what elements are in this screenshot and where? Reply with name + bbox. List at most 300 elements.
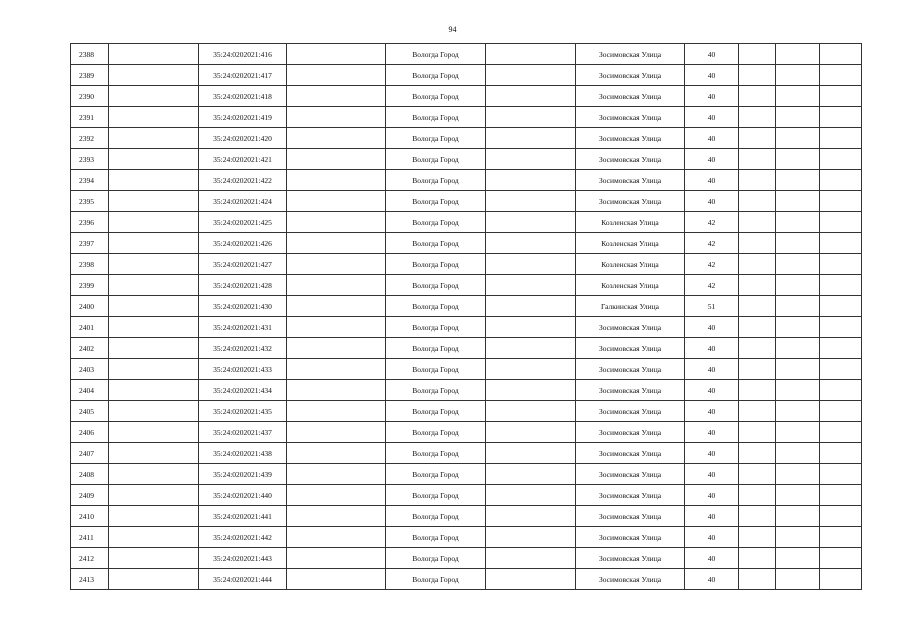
empty-cell xyxy=(287,317,386,338)
empty-cell xyxy=(486,506,576,527)
empty-cell xyxy=(820,506,862,527)
empty-cell xyxy=(739,485,776,506)
empty-cell xyxy=(739,128,776,149)
empty-cell xyxy=(109,338,199,359)
empty-cell xyxy=(109,464,199,485)
street-cell: Зосимовская Улица xyxy=(576,86,685,107)
registry-table xyxy=(70,43,862,590)
row-number-cell: 2405 xyxy=(71,401,109,422)
cadastral-number-cell: 35:24:0202021:432 xyxy=(199,338,287,359)
empty-cell xyxy=(739,149,776,170)
cadastral-number-cell: 35:24:0202021:433 xyxy=(199,359,287,380)
empty-cell xyxy=(820,317,862,338)
table-row xyxy=(71,359,862,380)
empty-cell xyxy=(287,86,386,107)
empty-cell xyxy=(739,317,776,338)
empty-cell xyxy=(739,548,776,569)
row-number-cell: 2408 xyxy=(71,464,109,485)
house-number-cell: 40 xyxy=(685,464,739,485)
empty-cell xyxy=(486,548,576,569)
street-cell: Зосимовская Улица xyxy=(576,191,685,212)
table-row xyxy=(71,485,862,506)
page-number: 94 xyxy=(448,25,457,34)
empty-cell xyxy=(486,212,576,233)
empty-cell xyxy=(776,170,820,191)
empty-cell xyxy=(109,401,199,422)
empty-cell xyxy=(287,191,386,212)
empty-cell xyxy=(820,86,862,107)
empty-cell xyxy=(287,275,386,296)
empty-cell xyxy=(739,254,776,275)
empty-cell xyxy=(820,149,862,170)
empty-cell xyxy=(486,359,576,380)
empty-cell xyxy=(287,338,386,359)
street-cell: Зосимовская Улица xyxy=(576,44,685,65)
empty-cell xyxy=(486,380,576,401)
cadastral-number-cell: 35:24:0202021:441 xyxy=(199,506,287,527)
row-number-cell: 2389 xyxy=(71,65,109,86)
row-number-cell: 2394 xyxy=(71,170,109,191)
empty-cell xyxy=(287,128,386,149)
empty-cell xyxy=(287,527,386,548)
house-number-cell: 40 xyxy=(685,170,739,191)
house-number-cell: 40 xyxy=(685,569,739,590)
empty-cell xyxy=(739,464,776,485)
street-cell: Зосимовская Улица xyxy=(576,380,685,401)
empty-cell xyxy=(486,233,576,254)
table-row xyxy=(71,254,862,275)
empty-cell xyxy=(287,380,386,401)
row-number-cell: 2393 xyxy=(71,149,109,170)
empty-cell xyxy=(109,254,199,275)
street-cell: Зосимовская Улица xyxy=(576,464,685,485)
empty-cell xyxy=(820,338,862,359)
empty-cell xyxy=(739,338,776,359)
street-cell: Козленская Улица xyxy=(576,254,685,275)
empty-cell xyxy=(287,422,386,443)
street-cell: Зосимовская Улица xyxy=(576,65,685,86)
house-number-cell: 40 xyxy=(685,128,739,149)
empty-cell xyxy=(739,65,776,86)
street-cell: Зосимовская Улица xyxy=(576,107,685,128)
row-number-cell: 2407 xyxy=(71,443,109,464)
table-row xyxy=(71,44,862,65)
street-cell: Зосимовская Улица xyxy=(576,443,685,464)
empty-cell xyxy=(776,506,820,527)
house-number-cell: 40 xyxy=(685,107,739,128)
empty-cell xyxy=(776,443,820,464)
empty-cell xyxy=(287,107,386,128)
empty-cell xyxy=(486,443,576,464)
city-cell: Вологда Город xyxy=(386,233,486,254)
city-cell: Вологда Город xyxy=(386,296,486,317)
empty-cell xyxy=(287,296,386,317)
row-number-cell: 2404 xyxy=(71,380,109,401)
city-cell: Вологда Город xyxy=(386,443,486,464)
empty-cell xyxy=(109,422,199,443)
house-number-cell: 42 xyxy=(685,275,739,296)
empty-cell xyxy=(820,527,862,548)
empty-cell xyxy=(820,569,862,590)
empty-cell xyxy=(486,44,576,65)
table-row xyxy=(71,317,862,338)
house-number-cell: 40 xyxy=(685,191,739,212)
house-number-cell: 40 xyxy=(685,506,739,527)
street-cell: Зосимовская Улица xyxy=(576,527,685,548)
city-cell: Вологда Город xyxy=(386,128,486,149)
street-cell: Козленская Улица xyxy=(576,212,685,233)
house-number-cell: 40 xyxy=(685,149,739,170)
empty-cell xyxy=(109,86,199,107)
cadastral-number-cell: 35:24:0202021:425 xyxy=(199,212,287,233)
empty-cell xyxy=(820,443,862,464)
house-number-cell: 51 xyxy=(685,296,739,317)
empty-cell xyxy=(486,464,576,485)
row-number-cell: 2403 xyxy=(71,359,109,380)
empty-cell xyxy=(486,569,576,590)
empty-cell xyxy=(739,506,776,527)
empty-cell xyxy=(287,212,386,233)
empty-cell xyxy=(820,359,862,380)
empty-cell xyxy=(776,233,820,254)
city-cell: Вологда Город xyxy=(386,86,486,107)
empty-cell xyxy=(486,296,576,317)
empty-cell xyxy=(287,44,386,65)
row-number-cell: 2409 xyxy=(71,485,109,506)
empty-cell xyxy=(776,569,820,590)
empty-cell xyxy=(109,380,199,401)
table-row xyxy=(71,464,862,485)
city-cell: Вологда Город xyxy=(386,191,486,212)
empty-cell xyxy=(820,170,862,191)
empty-cell xyxy=(287,506,386,527)
empty-cell xyxy=(109,149,199,170)
empty-cell xyxy=(109,527,199,548)
table-row xyxy=(71,569,862,590)
empty-cell xyxy=(109,569,199,590)
empty-cell xyxy=(287,233,386,254)
cadastral-number-cell: 35:24:0202021:428 xyxy=(199,275,287,296)
city-cell: Вологда Город xyxy=(386,380,486,401)
house-number-cell: 40 xyxy=(685,548,739,569)
empty-cell xyxy=(776,359,820,380)
empty-cell xyxy=(739,569,776,590)
table-row xyxy=(71,401,862,422)
row-number-cell: 2392 xyxy=(71,128,109,149)
empty-cell xyxy=(109,65,199,86)
empty-cell xyxy=(486,191,576,212)
empty-cell xyxy=(109,275,199,296)
street-cell: Зосимовская Улица xyxy=(576,359,685,380)
empty-cell xyxy=(486,107,576,128)
empty-cell xyxy=(776,317,820,338)
empty-cell xyxy=(486,422,576,443)
city-cell: Вологда Город xyxy=(386,485,486,506)
empty-cell xyxy=(776,380,820,401)
cadastral-number-cell: 35:24:0202021:444 xyxy=(199,569,287,590)
empty-cell xyxy=(820,44,862,65)
cadastral-number-cell: 35:24:0202021:440 xyxy=(199,485,287,506)
row-number-cell: 2401 xyxy=(71,317,109,338)
cadastral-number-cell: 35:24:0202021:430 xyxy=(199,296,287,317)
street-cell: Зосимовская Улица xyxy=(576,548,685,569)
street-cell: Зосимовская Улица xyxy=(576,569,685,590)
empty-cell xyxy=(820,233,862,254)
city-cell: Вологда Город xyxy=(386,149,486,170)
cadastral-number-cell: 35:24:0202021:439 xyxy=(199,464,287,485)
row-number-cell: 2388 xyxy=(71,44,109,65)
empty-cell xyxy=(776,338,820,359)
empty-cell xyxy=(776,527,820,548)
house-number-cell: 40 xyxy=(685,485,739,506)
empty-cell xyxy=(739,443,776,464)
house-number-cell: 40 xyxy=(685,65,739,86)
table-row xyxy=(71,380,862,401)
empty-cell xyxy=(486,401,576,422)
row-number-cell: 2391 xyxy=(71,107,109,128)
empty-cell xyxy=(109,107,199,128)
empty-cell xyxy=(287,254,386,275)
empty-cell xyxy=(820,254,862,275)
table-row xyxy=(71,149,862,170)
table-row xyxy=(71,548,862,569)
empty-cell xyxy=(486,317,576,338)
street-cell: Козленская Улица xyxy=(576,233,685,254)
table-row xyxy=(71,527,862,548)
city-cell: Вологда Город xyxy=(386,317,486,338)
table-row xyxy=(71,506,862,527)
house-number-cell: 40 xyxy=(685,338,739,359)
empty-cell xyxy=(109,212,199,233)
empty-cell xyxy=(287,485,386,506)
empty-cell xyxy=(776,128,820,149)
empty-cell xyxy=(287,149,386,170)
table-row xyxy=(71,65,862,86)
empty-cell xyxy=(820,107,862,128)
empty-cell xyxy=(776,422,820,443)
empty-cell xyxy=(776,65,820,86)
empty-cell xyxy=(287,464,386,485)
empty-cell xyxy=(486,65,576,86)
empty-cell xyxy=(739,212,776,233)
house-number-cell: 40 xyxy=(685,527,739,548)
empty-cell xyxy=(109,233,199,254)
empty-cell xyxy=(820,548,862,569)
empty-cell xyxy=(109,191,199,212)
table-row xyxy=(71,338,862,359)
city-cell: Вологда Город xyxy=(386,65,486,86)
street-cell: Зосимовская Улица xyxy=(576,401,685,422)
empty-cell xyxy=(109,359,199,380)
street-cell: Козленская Улица xyxy=(576,275,685,296)
row-number-cell: 2402 xyxy=(71,338,109,359)
empty-cell xyxy=(820,212,862,233)
city-cell: Вологда Город xyxy=(386,401,486,422)
cadastral-number-cell: 35:24:0202021:420 xyxy=(199,128,287,149)
empty-cell xyxy=(739,296,776,317)
city-cell: Вологда Город xyxy=(386,527,486,548)
cadastral-number-cell: 35:24:0202021:419 xyxy=(199,107,287,128)
cadastral-number-cell: 35:24:0202021:417 xyxy=(199,65,287,86)
table-row xyxy=(71,443,862,464)
empty-cell xyxy=(776,548,820,569)
empty-cell xyxy=(109,170,199,191)
empty-cell xyxy=(109,485,199,506)
empty-cell xyxy=(820,464,862,485)
cadastral-number-cell: 35:24:0202021:442 xyxy=(199,527,287,548)
empty-cell xyxy=(739,401,776,422)
row-number-cell: 2413 xyxy=(71,569,109,590)
row-number-cell: 2400 xyxy=(71,296,109,317)
cadastral-number-cell: 35:24:0202021:431 xyxy=(199,317,287,338)
empty-cell xyxy=(820,485,862,506)
house-number-cell: 40 xyxy=(685,443,739,464)
house-number-cell: 40 xyxy=(685,359,739,380)
empty-cell xyxy=(820,296,862,317)
street-cell: Зосимовская Улица xyxy=(576,170,685,191)
house-number-cell: 42 xyxy=(685,254,739,275)
empty-cell xyxy=(776,464,820,485)
city-cell: Вологда Город xyxy=(386,506,486,527)
city-cell: Вологда Город xyxy=(386,569,486,590)
empty-cell xyxy=(287,170,386,191)
street-cell: Зосимовская Улица xyxy=(576,485,685,506)
cadastral-number-cell: 35:24:0202021:422 xyxy=(199,170,287,191)
empty-cell xyxy=(287,548,386,569)
empty-cell xyxy=(739,380,776,401)
empty-cell xyxy=(820,191,862,212)
empty-cell xyxy=(109,128,199,149)
empty-cell xyxy=(486,254,576,275)
table-row xyxy=(71,128,862,149)
table-row xyxy=(71,86,862,107)
empty-cell xyxy=(109,44,199,65)
cadastral-number-cell: 35:24:0202021:435 xyxy=(199,401,287,422)
city-cell: Вологда Город xyxy=(386,422,486,443)
empty-cell xyxy=(287,401,386,422)
street-cell: Зосимовская Улица xyxy=(576,422,685,443)
row-number-cell: 2410 xyxy=(71,506,109,527)
row-number-cell: 2406 xyxy=(71,422,109,443)
empty-cell xyxy=(776,296,820,317)
house-number-cell: 40 xyxy=(685,422,739,443)
house-number-cell: 40 xyxy=(685,86,739,107)
cadastral-number-cell: 35:24:0202021:437 xyxy=(199,422,287,443)
city-cell: Вологда Город xyxy=(386,359,486,380)
empty-cell xyxy=(739,44,776,65)
empty-cell xyxy=(109,317,199,338)
empty-cell xyxy=(739,86,776,107)
empty-cell xyxy=(109,548,199,569)
street-cell: Зосимовская Улица xyxy=(576,149,685,170)
table-row xyxy=(71,191,862,212)
empty-cell xyxy=(820,401,862,422)
city-cell: Вологда Город xyxy=(386,548,486,569)
empty-cell xyxy=(776,401,820,422)
empty-cell xyxy=(287,443,386,464)
empty-cell xyxy=(486,338,576,359)
house-number-cell: 40 xyxy=(685,401,739,422)
city-cell: Вологда Город xyxy=(386,107,486,128)
empty-cell xyxy=(820,422,862,443)
house-number-cell: 40 xyxy=(685,380,739,401)
row-number-cell: 2399 xyxy=(71,275,109,296)
empty-cell xyxy=(486,128,576,149)
empty-cell xyxy=(739,107,776,128)
empty-cell xyxy=(739,527,776,548)
empty-cell xyxy=(776,107,820,128)
city-cell: Вологда Город xyxy=(386,254,486,275)
table-row xyxy=(71,170,862,191)
cadastral-number-cell: 35:24:0202021:418 xyxy=(199,86,287,107)
row-number-cell: 2390 xyxy=(71,86,109,107)
cadastral-number-cell: 35:24:0202021:438 xyxy=(199,443,287,464)
empty-cell xyxy=(486,149,576,170)
house-number-cell: 40 xyxy=(685,317,739,338)
street-cell: Зосимовская Улица xyxy=(576,338,685,359)
empty-cell xyxy=(776,212,820,233)
empty-cell xyxy=(820,128,862,149)
empty-cell xyxy=(739,191,776,212)
row-number-cell: 2411 xyxy=(71,527,109,548)
empty-cell xyxy=(739,275,776,296)
empty-cell xyxy=(486,485,576,506)
empty-cell xyxy=(739,170,776,191)
empty-cell xyxy=(820,65,862,86)
table-row xyxy=(71,296,862,317)
empty-cell xyxy=(287,65,386,86)
table-row xyxy=(71,422,862,443)
empty-cell xyxy=(776,275,820,296)
empty-cell xyxy=(109,506,199,527)
table-row xyxy=(71,275,862,296)
city-cell: Вологда Город xyxy=(386,212,486,233)
cadastral-number-cell: 35:24:0202021:443 xyxy=(199,548,287,569)
empty-cell xyxy=(109,296,199,317)
row-number-cell: 2395 xyxy=(71,191,109,212)
empty-cell xyxy=(820,275,862,296)
row-number-cell: 2412 xyxy=(71,548,109,569)
row-number-cell: 2398 xyxy=(71,254,109,275)
empty-cell xyxy=(486,275,576,296)
city-cell: Вологда Город xyxy=(386,44,486,65)
city-cell: Вологда Город xyxy=(386,338,486,359)
empty-cell xyxy=(776,485,820,506)
empty-cell xyxy=(287,569,386,590)
city-cell: Вологда Город xyxy=(386,275,486,296)
street-cell: Зосимовская Улица xyxy=(576,317,685,338)
cadastral-number-cell: 35:24:0202021:427 xyxy=(199,254,287,275)
empty-cell xyxy=(486,86,576,107)
cadastral-number-cell: 35:24:0202021:434 xyxy=(199,380,287,401)
cadastral-number-cell: 35:24:0202021:424 xyxy=(199,191,287,212)
table-row xyxy=(71,233,862,254)
empty-cell xyxy=(486,170,576,191)
empty-cell xyxy=(739,422,776,443)
empty-cell xyxy=(287,359,386,380)
table-row xyxy=(71,107,862,128)
street-cell: Зосимовская Улица xyxy=(576,128,685,149)
row-number-cell: 2396 xyxy=(71,212,109,233)
street-cell: Галкинская Улица xyxy=(576,296,685,317)
empty-cell xyxy=(739,359,776,380)
house-number-cell: 40 xyxy=(685,44,739,65)
table-row xyxy=(71,212,862,233)
empty-cell xyxy=(776,254,820,275)
registry-table-body xyxy=(71,44,862,590)
cadastral-number-cell: 35:24:0202021:421 xyxy=(199,149,287,170)
empty-cell xyxy=(820,380,862,401)
